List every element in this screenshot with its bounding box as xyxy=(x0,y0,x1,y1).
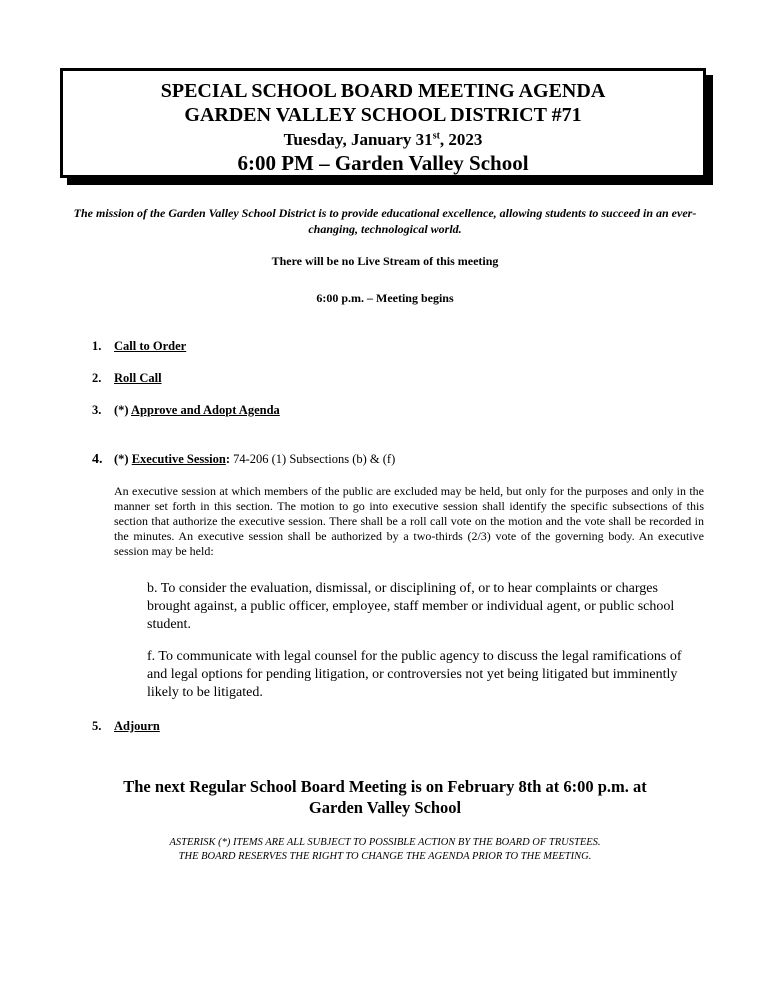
agenda-item-executive-session xyxy=(92,451,395,468)
subsection-f: f. To communicate with legal counsel for the public agency to discuss the legal ramifications of and legal options for pending litigation, or controversies not yet being litigated but imminently likely to be litigated. xyxy=(147,649,682,700)
agenda-title: SPECIAL SCHOOL BOARD MEETING AGENDA xyxy=(160,80,606,102)
livestream-notice: There will be no Live Stream of this meeting xyxy=(271,254,499,268)
next-meeting-line-2: Garden Valley School xyxy=(308,798,462,817)
asterisk-disclaimer xyxy=(70,836,700,864)
agenda-header-box xyxy=(60,68,706,178)
agenda-item-call-to-order xyxy=(92,338,186,354)
agenda-item-colon: : xyxy=(225,452,230,466)
asterisk-line-1: ASTERISK (*) ITEMS ARE ALL SUBJECT TO POSSIBLE ACTION BY THE BOARD OF TRUSTEES. xyxy=(169,837,601,848)
district-name: GARDEN VALLEY SCHOOL DISTRICT #71 xyxy=(184,104,582,126)
agenda-item-approve-agenda xyxy=(92,402,280,418)
agenda-item-adjourn xyxy=(92,718,160,734)
asterisk-line-2: THE BOARD RESERVES THE RIGHT TO CHANGE THE AGENDA PRIOR TO THE MEETING. xyxy=(178,851,592,862)
meeting-date-year: , 2023 xyxy=(439,130,483,149)
action-marker: (*) xyxy=(114,403,132,417)
statute-reference: 74-206 (1) Subsections (b) & (f) xyxy=(229,452,396,466)
agenda-item-roll-call xyxy=(92,370,162,386)
next-meeting-notice xyxy=(70,776,700,818)
subsection-b: b. To consider the evaluation, dismissal, or disciplining of, or to hear complaints or charges brought against, a public officer, employee, staff member or individual agent, or public school student. xyxy=(147,581,675,632)
action-marker: (*) xyxy=(114,452,132,466)
agenda-item-number: 4. xyxy=(92,452,103,467)
meeting-time-location: 6:00 PM – Garden Valley School xyxy=(237,151,529,175)
agenda-item-number: 5. xyxy=(92,719,102,733)
agenda-item-label: Roll Call xyxy=(114,371,162,385)
agenda-item-number: 2. xyxy=(92,371,102,385)
agenda-item-label: Approve and Adopt Agenda xyxy=(131,403,280,417)
agenda-item-label: Adjourn xyxy=(114,719,160,733)
executive-session-description: An executive session at which members of the public are excluded may be held, but only for the purposes and only in the manner set forth in this section. The motion to go into executive session shall identify the specific subsections of this section that authorize the executive session. There shall be a roll call vote on the motion and the vote shall be recorded in the minutes. An executive session shall be authorized by a two-thirds (2/3) vote of the governing body. An executive session may be held: xyxy=(114,484,704,558)
agenda-item-number: 3. xyxy=(92,403,102,417)
next-meeting-line-1: The next Regular School Board Meeting is on February 8th at 6:00 p.m. at xyxy=(123,777,647,796)
meeting-date-day: Tuesday, January 31 xyxy=(283,130,433,149)
meeting-begins: 6:00 p.m. – Meeting begins xyxy=(316,291,454,305)
agenda-item-label: Executive Session xyxy=(131,452,226,466)
meeting-date-ordinal: st xyxy=(432,130,440,142)
meeting-date xyxy=(63,129,703,151)
agenda-item-label: Call to Order xyxy=(114,339,187,353)
agenda-item-number: 1. xyxy=(92,339,102,353)
mission-statement: The mission of the Garden Valley School District is to provide educational excellence, allowing students to succeed in an ever-changing, technological world. xyxy=(73,206,697,236)
